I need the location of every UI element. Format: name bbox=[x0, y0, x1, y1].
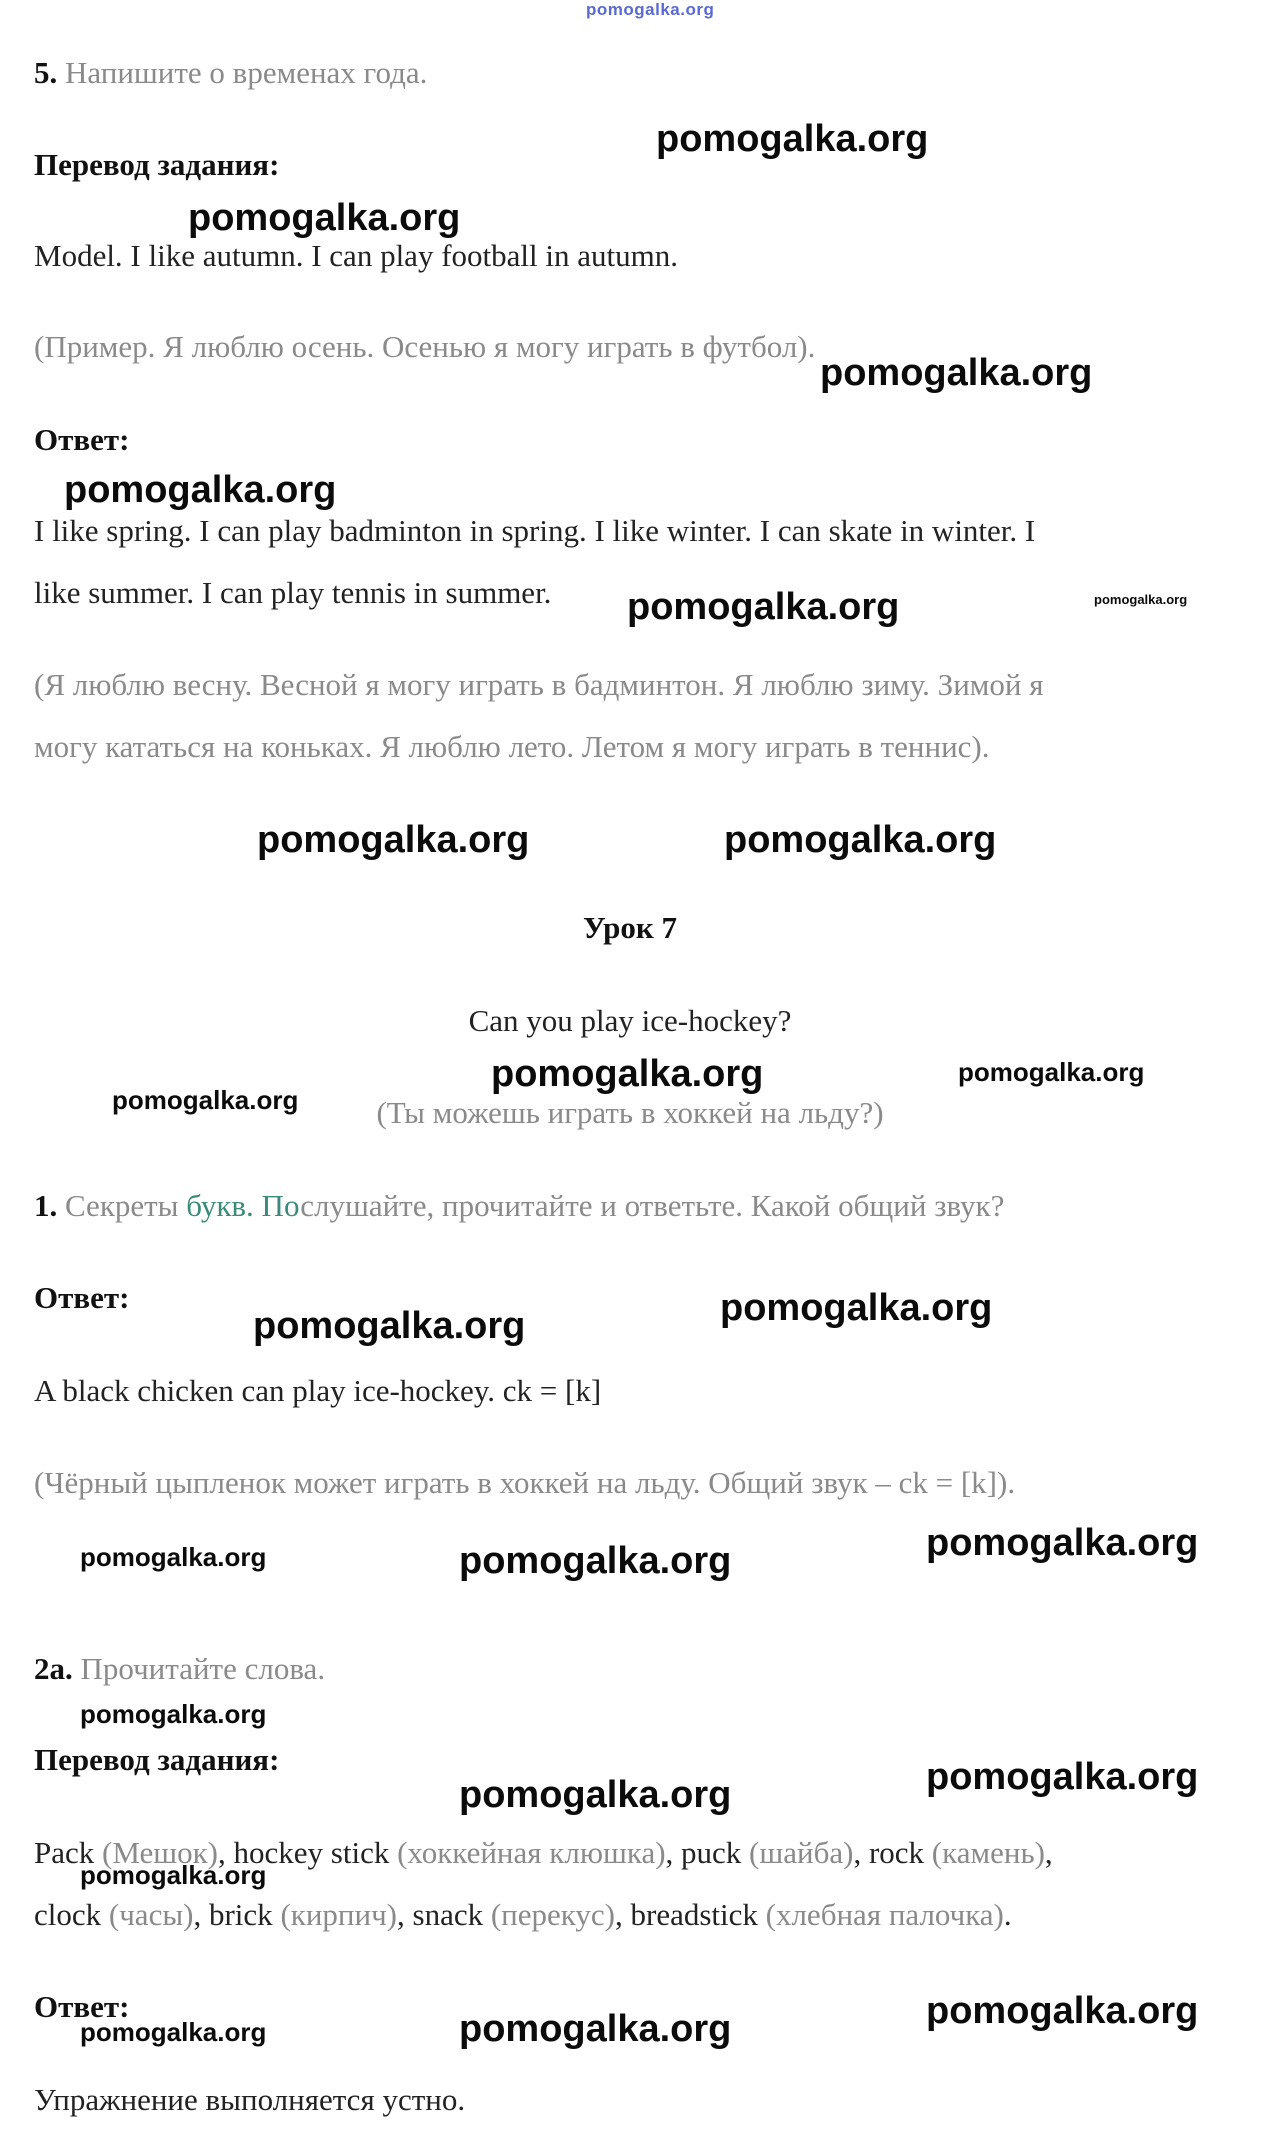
word-translation: (Мешок) bbox=[102, 1835, 219, 1870]
word-translation: (хоккейная клюшка) bbox=[397, 1835, 666, 1870]
watermark: pomogalka.org bbox=[112, 1085, 299, 1115]
ex1-heading bbox=[34, 1187, 1004, 1224]
ex5-task: Напишите о временах года. bbox=[65, 55, 428, 90]
ex2a-task: Прочитайте слова. bbox=[80, 1651, 326, 1686]
watermark: pomogalka.org bbox=[459, 1774, 732, 1816]
ex2a-heading bbox=[34, 1650, 325, 1687]
ex5-answer-line-2: like summer. I can play tennis in summer. bbox=[34, 575, 552, 610]
word-translation: (камень) bbox=[931, 1835, 1045, 1870]
watermark: pomogalka.org bbox=[926, 1522, 1199, 1564]
word-translation: (часы) bbox=[108, 1897, 194, 1932]
ex2a-number: 2a. bbox=[34, 1651, 73, 1686]
lesson-subtitle: Can you play ice-hockey? bbox=[468, 1003, 792, 1038]
ex5-answer-translation-line-1: (Я люблю весну. Весной я могу играть в бадминтон. Я люблю зиму. Зимой я bbox=[34, 667, 1044, 702]
ex2a-words-line-2 bbox=[34, 1896, 1012, 1933]
ex5-answer-label: Ответ: bbox=[34, 422, 130, 457]
watermark: pomogalka.org bbox=[80, 1542, 267, 1572]
ex1-task-part-1: Секреты bbox=[65, 1188, 187, 1223]
watermark: pomogalka.org bbox=[820, 352, 1093, 394]
watermark: pomogalka.org bbox=[724, 819, 997, 861]
word: , rock bbox=[853, 1835, 932, 1870]
ex1-task-part-2: букв. По bbox=[186, 1188, 301, 1223]
watermark: pomogalka.org bbox=[80, 2017, 267, 2047]
ex5-answer-line-1: I like spring. I can play badminton in spring. I like winter. I can skate in winter. I bbox=[34, 513, 1036, 548]
word-translation: (перекус) bbox=[490, 1897, 615, 1932]
word: , bbox=[1044, 1835, 1053, 1870]
watermark: pomogalka.org bbox=[253, 1305, 526, 1347]
watermark: pomogalka.org bbox=[80, 1699, 267, 1729]
lesson-subtitle-translation: (Ты можешь играть в хоккей на льду?) bbox=[376, 1095, 884, 1130]
header-watermark: pomogalka.org bbox=[586, 0, 715, 19]
ex1-answer: A black chicken can play ice-hockey. ck = [k] bbox=[34, 1373, 602, 1408]
watermark: pomogalka.org bbox=[1094, 592, 1188, 607]
word: , hockey stick bbox=[218, 1835, 398, 1870]
watermark: pomogalka.org bbox=[926, 1756, 1199, 1798]
word-translation: (шайба) bbox=[749, 1835, 854, 1870]
watermark: pomogalka.org bbox=[459, 1540, 732, 1582]
watermark: pomogalka.org bbox=[656, 118, 929, 160]
watermark: pomogalka.org bbox=[491, 1053, 764, 1095]
ex5-model-translation: (Пример. Я люблю осень. Осенью я могу играть в футбол). bbox=[34, 329, 816, 364]
word: , brick bbox=[193, 1897, 281, 1932]
ex1-number: 1. bbox=[34, 1188, 58, 1223]
watermark: pomogalka.org bbox=[627, 586, 900, 628]
watermark: pomogalka.org bbox=[257, 819, 530, 861]
ex1-answer-label: Ответ: bbox=[34, 1280, 130, 1315]
ex5-number: 5. bbox=[34, 55, 58, 90]
watermark: pomogalka.org bbox=[720, 1287, 993, 1329]
ex5-heading bbox=[34, 54, 427, 91]
ex1-task-part-3: слушайте, прочитайте и ответьте. Какой общий звук? bbox=[300, 1188, 1005, 1223]
word: . bbox=[1003, 1897, 1012, 1932]
ex5-translation-label: Перевод задания: bbox=[34, 147, 280, 182]
word: , puck bbox=[665, 1835, 750, 1870]
lesson-title: Урок 7 bbox=[582, 910, 678, 945]
word: Pack bbox=[34, 1835, 103, 1870]
ex1-answer-translation: (Чёрный цыпленок может играть в хоккей на льду. Общий звук – ck = [k]). bbox=[34, 1465, 1016, 1500]
watermark: pomogalka.org bbox=[958, 1057, 1145, 1087]
ex2a-answer-label: Ответ: bbox=[34, 1989, 130, 2024]
ex5-model: Model. I like autumn. I can play football in autumn. bbox=[34, 238, 678, 273]
ex2a-answer: Упражнение выполняется устно. bbox=[34, 2082, 466, 2117]
watermark: pomogalka.org bbox=[80, 1860, 267, 1890]
ex2a-translation-label: Перевод задания: bbox=[34, 1742, 280, 1777]
word-translation: (кирпич) bbox=[280, 1897, 398, 1932]
ex5-answer-translation-line-2: могу кататься на коньках. Я люблю лето. Летом я могу играть в теннис). bbox=[34, 729, 990, 764]
word-translation: (хлебная палочка) bbox=[765, 1897, 1004, 1932]
watermark: pomogalka.org bbox=[926, 1990, 1199, 2032]
watermark: pomogalka.org bbox=[459, 2008, 732, 2050]
word: , breadstick bbox=[615, 1897, 766, 1932]
watermark: pomogalka.org bbox=[64, 469, 337, 511]
word: , snack bbox=[397, 1897, 491, 1932]
word: clock bbox=[34, 1897, 109, 1932]
watermark: pomogalka.org bbox=[188, 197, 461, 239]
